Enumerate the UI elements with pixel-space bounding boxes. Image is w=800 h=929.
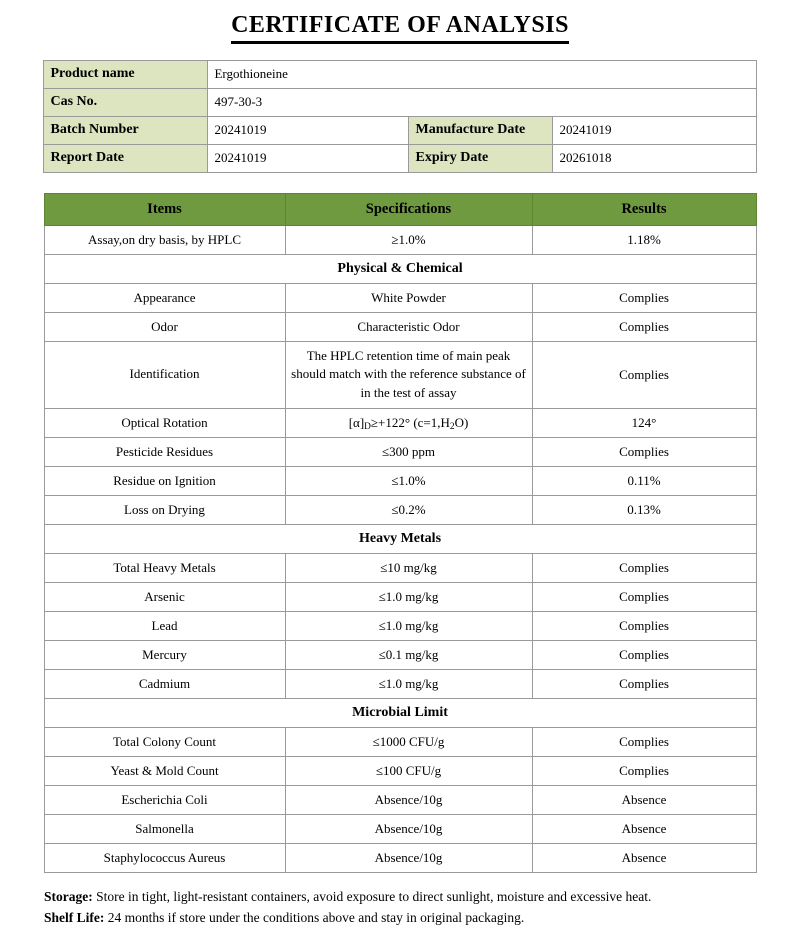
storage-text: Store in tight, light-resistant containers, avoid exposure to direct sunlight, moisture and excessive heat. — [92, 889, 652, 905]
cell-item: Arsenic — [44, 583, 285, 612]
table-header-row — [44, 193, 756, 225]
section-header-row — [44, 254, 756, 283]
table-row — [44, 554, 756, 583]
table-row — [44, 341, 756, 409]
cell-result: Complies — [532, 554, 756, 583]
section-header-label: Heavy Metals — [44, 525, 756, 554]
cell-result: Complies — [532, 341, 756, 409]
table-row — [44, 60, 756, 88]
info-label-cas-no: Cas No. — [44, 88, 208, 116]
table-row — [44, 670, 756, 699]
table-row — [44, 116, 756, 144]
info-value-expiry-date: 20261018 — [553, 144, 756, 172]
info-value-batch-number: 20241019 — [208, 116, 409, 144]
analysis-results-table — [44, 193, 757, 874]
shelf-life-note — [44, 908, 756, 928]
cell-item: Total Colony Count — [44, 728, 285, 757]
cell-result: Absence — [532, 786, 756, 815]
info-value-cas-no: 497-30-3 — [208, 88, 756, 116]
shelf-life-text: 24 months if store under the conditions above and stay in original packaging. — [104, 910, 525, 926]
page-title: CERTIFICATE OF ANALYSIS — [231, 12, 569, 44]
info-label-manufacture-date: Manufacture Date — [409, 116, 553, 144]
cell-specification: Absence/10g — [285, 844, 532, 873]
table-row — [44, 88, 756, 116]
cell-specification: ≤1.0 mg/kg — [285, 612, 532, 641]
cell-item: Mercury — [44, 641, 285, 670]
cell-specification: Absence/10g — [285, 786, 532, 815]
info-label-expiry-date: Expiry Date — [409, 144, 553, 172]
table-row — [44, 144, 756, 172]
cell-specification: ≤0.1 mg/kg — [285, 641, 532, 670]
cell-item: Assay,on dry basis, by HPLC — [44, 225, 285, 254]
cell-result: Absence — [532, 815, 756, 844]
cell-specification: $[\alpha]_D\ge+122^\circ$ $(c=1,H_2O)$ — [285, 409, 532, 438]
cell-item: Staphylococcus Aureus — [44, 844, 285, 873]
table-row — [44, 467, 756, 496]
cell-item: Odor — [44, 312, 285, 341]
table-row — [44, 583, 756, 612]
cell-specification: ≤300 ppm — [285, 438, 532, 467]
table-row — [44, 225, 756, 254]
cell-item: Identification — [44, 341, 285, 409]
table-row — [44, 728, 756, 757]
title-container — [0, 0, 800, 44]
cell-item: Appearance — [44, 283, 285, 312]
table-row — [44, 283, 756, 312]
cell-item: Lead — [44, 612, 285, 641]
cell-result: 0.13% — [532, 496, 756, 525]
table-row — [44, 641, 756, 670]
section-header-row — [44, 699, 756, 728]
product-info-body — [44, 60, 756, 172]
cell-specification: Characteristic Odor — [285, 312, 532, 341]
cell-result: 124° — [532, 409, 756, 438]
analysis-table-body — [44, 225, 756, 873]
cell-item: Salmonella — [44, 815, 285, 844]
cell-item: Total Heavy Metals — [44, 554, 285, 583]
cell-specification: ≤100 CFU/g — [285, 757, 532, 786]
cell-item: Residue on Ignition — [44, 467, 285, 496]
info-value-report-date: 20241019 — [208, 144, 409, 172]
cell-specification: ≤1.0% — [285, 467, 532, 496]
cell-result: Complies — [532, 757, 756, 786]
table-row — [44, 409, 756, 438]
cell-item: Cadmium — [44, 670, 285, 699]
cell-specification: ≥1.0% — [285, 225, 532, 254]
cell-result: Complies — [532, 728, 756, 757]
cell-result: 1.18% — [532, 225, 756, 254]
cell-specification: Absence/10g — [285, 815, 532, 844]
section-header-label: Microbial Limit — [44, 699, 756, 728]
cell-result: Complies — [532, 612, 756, 641]
cell-item: Yeast & Mold Count — [44, 757, 285, 786]
column-header-results: Results — [532, 193, 756, 225]
cell-specification: ≤0.2% — [285, 496, 532, 525]
product-info-table — [43, 60, 756, 173]
analysis-table-head — [44, 193, 756, 225]
shelf-life-label: Shelf Life: — [44, 910, 105, 926]
table-row — [44, 312, 756, 341]
cell-specification: The HPLC retention time of main peak should match with the reference substance of in the test of assay — [285, 341, 532, 409]
info-label-batch-number: Batch Number — [44, 116, 208, 144]
cell-specification: ≤1.0 mg/kg — [285, 583, 532, 612]
table-row — [44, 496, 756, 525]
cell-specification: ≤10 mg/kg — [285, 554, 532, 583]
storage-label: Storage: — [44, 889, 93, 905]
info-value-product-name: Ergothioneine — [208, 60, 756, 88]
info-value-manufacture-date: 20241019 — [553, 116, 756, 144]
section-header-label: Physical & Chemical — [44, 254, 756, 283]
cell-result: Absence — [532, 844, 756, 873]
table-row — [44, 757, 756, 786]
cell-result: Complies — [532, 283, 756, 312]
cell-item: Optical Rotation — [44, 409, 285, 438]
cell-result: Complies — [532, 312, 756, 341]
table-row — [44, 786, 756, 815]
section-header-row — [44, 525, 756, 554]
table-row — [44, 438, 756, 467]
cell-item: Escherichia Coli — [44, 786, 285, 815]
info-label-product-name: Product name — [44, 60, 208, 88]
table-row — [44, 612, 756, 641]
cell-specification: ≤1000 CFU/g — [285, 728, 532, 757]
cell-result: Complies — [532, 583, 756, 612]
cell-result: Complies — [532, 641, 756, 670]
footer-notes — [44, 887, 756, 929]
cell-specification: White Powder — [285, 283, 532, 312]
info-label-report-date: Report Date — [44, 144, 208, 172]
column-header-items: Items — [44, 193, 285, 225]
cell-result: Complies — [532, 670, 756, 699]
cell-result: Complies — [532, 438, 756, 467]
cell-result: 0.11% — [532, 467, 756, 496]
cell-specification: ≤1.0 mg/kg — [285, 670, 532, 699]
cell-item: Pesticide Residues — [44, 438, 285, 467]
table-row — [44, 844, 756, 873]
column-header-specifications: Specifications — [285, 193, 532, 225]
cell-item: Loss on Drying — [44, 496, 285, 525]
table-row — [44, 815, 756, 844]
storage-note — [44, 887, 756, 907]
